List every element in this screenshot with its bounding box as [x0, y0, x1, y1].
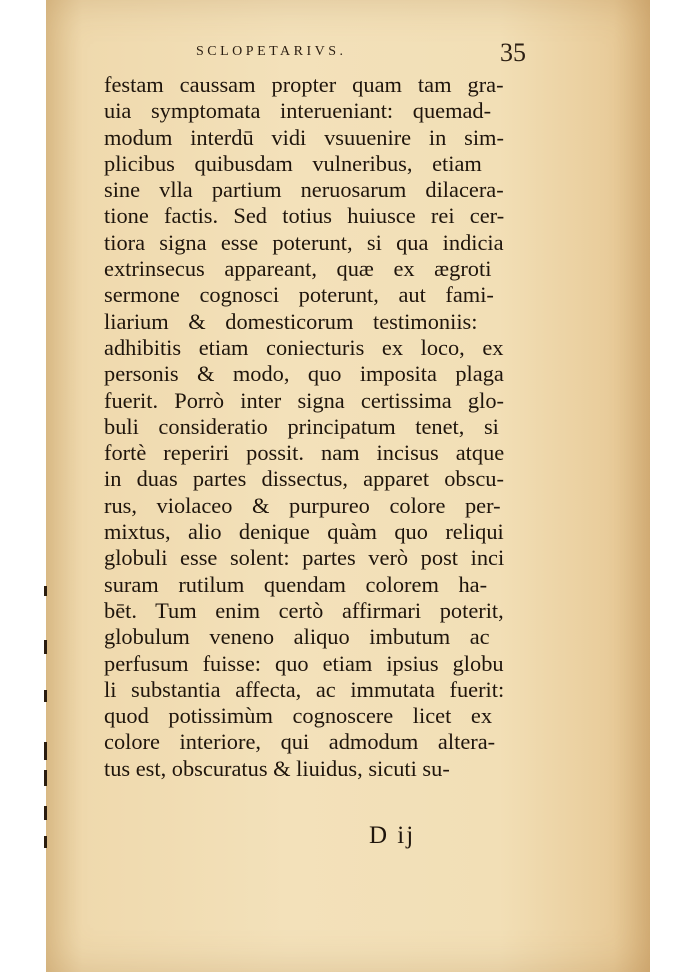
text-line: tione factis. Sed totius huiusce rei cer- — [104, 203, 505, 229]
text-line: globulum veneno aliquo imbutum ac — [104, 624, 490, 650]
text-line: buli consideratio principatum tenet, si — [104, 413, 499, 439]
edge-mark — [44, 742, 47, 760]
text-line: personis & modo, quo imposita plaga — [104, 361, 504, 387]
text-line: bēt. Tum enim certò affirmari poterit, — [104, 597, 504, 623]
text-line: globuli esse solent: partes verò post inci — [104, 545, 505, 571]
signature-mark: D ij — [369, 822, 416, 849]
text-line: rus, violaceo & purpureo colore per- — [104, 492, 501, 518]
text-line: mixtus, alio denique quàm quo reliqui — [104, 519, 504, 545]
text-line: extrinsecus appareant, quæ ex ægroti — [104, 256, 492, 282]
text-line: modum interdū vidi vsuuenire in sim- — [104, 124, 504, 150]
edge-mark — [44, 836, 47, 848]
edge-mark — [44, 770, 47, 786]
text-line: perfusum fuisse: quo etiam ipsius globu — [104, 650, 504, 676]
margin-strip — [0, 0, 46, 976]
text-line: fuerit. Porrò inter signa certissima glo- — [104, 387, 504, 413]
edge-mark — [44, 806, 47, 820]
text-line: sine vlla partium neruosarum dilacera- — [104, 177, 504, 203]
text-line: quod potissimùm cognoscere licet ex — [104, 703, 493, 729]
text-line: in duas partes dissectus, apparet obscu- — [104, 466, 504, 492]
text-line: suram rutilum quendam colorem ha- — [104, 571, 488, 597]
text-line: colore interiore, qui admodum altera- — [104, 729, 496, 755]
text-line: li substantia affecta, ac immutata fuerit: — [104, 676, 505, 702]
text-line: festam caussam propter quam tam gra- — [104, 72, 504, 97]
edge-mark — [44, 640, 47, 654]
page-header — [196, 40, 526, 70]
text-line: uia symptomata interueniant: quemad- — [104, 98, 492, 124]
text-line: tiora signa esse poterunt, si qua indicia — [104, 229, 504, 255]
text-line: liarium & domesticorum testimoniis: — [104, 308, 478, 334]
body-text — [104, 72, 504, 782]
text-line: tus est, obscuratus & liuidus, sicuti su- — [104, 755, 450, 781]
running-head: SCLOPETARIVS. — [196, 44, 347, 59]
edge-mark — [44, 690, 47, 702]
text-line: fortè reperiri possit. nam incisus atque — [104, 440, 505, 466]
text-line: plicibus quibusdam vulneribus, etiam — [104, 150, 482, 176]
edge-mark — [44, 586, 47, 596]
text-line: sermone cognosci poterunt, aut fami- — [104, 282, 494, 308]
text-line: adhibitis etiam coniecturis ex loco, ex — [104, 334, 504, 360]
page-number: 35 — [500, 38, 526, 67]
